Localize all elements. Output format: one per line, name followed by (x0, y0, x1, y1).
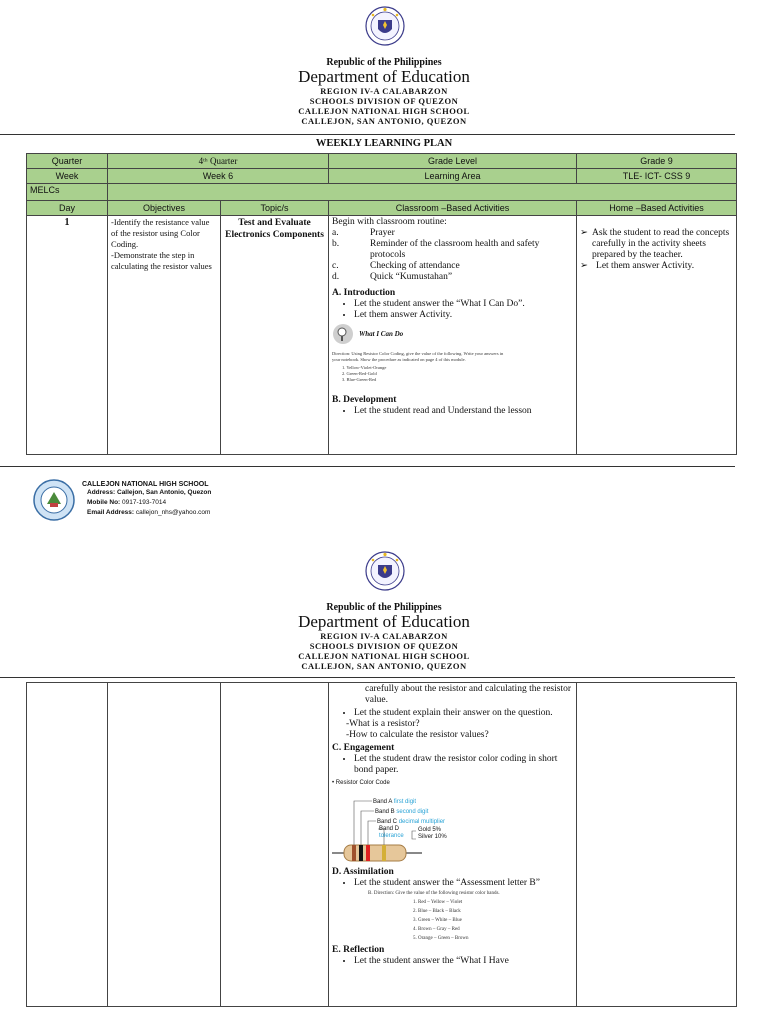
lightbulb-gear-icon (332, 323, 354, 345)
deped-seal-icon (365, 551, 405, 591)
rcc-tolerance: Gold 5% Silver 10% (418, 827, 447, 840)
home-item: ➢ Let them answer Activity. (580, 261, 695, 271)
engagement-item: • Let the student draw the resistor color coding in short bond paper. (354, 754, 573, 776)
routine-item: d. Quick “Kumustahan” (332, 272, 453, 282)
arrow-bullet-icon: ➢ (580, 261, 588, 271)
introduction-item: • Let them answer Activity. (354, 310, 573, 321)
footer-rule (0, 466, 735, 467)
address-value: Callejon, San Antonio, Quezon (117, 489, 212, 496)
col-objectives: Objectives (108, 201, 221, 216)
objective-item: -Demonstrate the step in calculating the resistor values (111, 250, 212, 271)
address-label: Address: (87, 489, 116, 496)
area-value: TLE- ICT- CSS 9 (577, 169, 737, 184)
home-activities-cell (577, 216, 737, 455)
mini-direction: Direction: Using Resistor Color Coding, give the value of the following. Write your answers in your notebook. Show the procedure as indicated on page 4 of this module. (332, 351, 504, 362)
question-item: -How to calculate the resistor values? (346, 730, 489, 740)
mobile-value: 0917-193-7014 (122, 499, 167, 506)
engagement-heading: C. Engagement (332, 743, 395, 753)
area-label: Learning Area (329, 169, 577, 184)
letterhead (0, 57, 768, 126)
continued-text: carefully about the resistor and calculating the resistor value. (365, 684, 572, 705)
quarter-label: Quarter (27, 154, 108, 169)
day-cell-empty (27, 683, 108, 1007)
plan-table-continued (26, 682, 737, 1007)
day-number: 1 (27, 216, 108, 455)
classroom-activities-cell (329, 216, 577, 455)
assessment-direction: B. Direction: Give the value of the following resistor color bands. (368, 891, 500, 896)
assimilation-item: • Let the student answer the “Assessment letter B” (354, 878, 573, 889)
school-line: CALLEJON NATIONAL HIGH SCHOOL (298, 651, 470, 661)
melcs-label: MELCs (27, 184, 108, 201)
assimilation-heading: D. Assimilation (332, 867, 394, 877)
plan-table (26, 153, 737, 455)
rcc-band-c: Band C decimal multiplier (377, 819, 446, 825)
objectives-cell (108, 216, 221, 455)
objectives-cell-empty (108, 683, 221, 1007)
col-classroom: Classroom –Based Activities (329, 201, 577, 216)
assessment-item: 1. Red – Yellow – Violet (413, 900, 463, 905)
col-day: Day (27, 201, 108, 216)
development-heading: B. Development (332, 395, 397, 405)
header-rule (0, 677, 735, 678)
reflection-heading: E. Reflection (332, 945, 385, 955)
school-logo-icon (33, 479, 75, 521)
mini-items (332, 365, 573, 383)
republic-line: Republic of the Philippines (326, 57, 442, 68)
melcs-value (108, 184, 737, 201)
introduction-heading: A. Introduction (332, 288, 396, 298)
grade-value: Grade 9 (577, 154, 737, 169)
topic-cell: Test and Evaluate Electronics Components (221, 216, 329, 455)
department-line: Department of Education (298, 612, 470, 631)
classroom-activities-continued (329, 683, 577, 1007)
col-topics: Topic/s (221, 201, 329, 216)
rcc-band-d: Band D tolerance (379, 826, 404, 839)
region-line: REGION IV-A CALABARZON (320, 86, 448, 96)
footer-school-name: CALLEJON NATIONAL HIGH SCHOOL (82, 481, 209, 488)
assessment-item: 4. Brown – Gray – Red (413, 927, 460, 932)
email-value: callejon_nhs@yahoo.com (135, 509, 211, 516)
republic-line: Republic of the Philippines (326, 602, 442, 613)
rcc-band-b: Band B second digit (375, 809, 429, 815)
routine-intro: Begin with classroom routine: (332, 217, 447, 227)
explain-item: • Let the student explain their answer on the question. (354, 708, 573, 719)
objective-item: -Identify the resistance value of the resistor using Color Coding. (111, 217, 210, 249)
school-line: CALLEJON NATIONAL HIGH SCHOOL (298, 106, 470, 116)
home-cell-empty (577, 683, 737, 1007)
development-item: • Let the student read and Understand the lesson (354, 406, 573, 417)
assessment-box (332, 889, 573, 943)
division-line: SCHOOLS DIVISION OF QUEZON (309, 96, 459, 106)
address-line: CALLEJON, SAN ANTONIO, QUEZON (301, 116, 467, 126)
letterhead-page2 (0, 602, 768, 671)
what-i-can-do-banner (332, 323, 573, 345)
mini-item: 1. Yellow-Violet-Orange (342, 365, 387, 370)
routine-item: b. Reminder of the classroom health and safety protocols (332, 239, 540, 260)
address-line: CALLEJON, SAN ANTONIO, QUEZON (301, 661, 467, 671)
routine-item: c. Checking of attendance (332, 261, 460, 271)
topic-cell-empty (221, 683, 329, 1007)
email-label: Email Address: (87, 509, 135, 516)
deped-seal-icon (365, 6, 405, 46)
plan-title: WEEKLY LEARNING PLAN (315, 138, 453, 149)
arrow-bullet-icon: ➢ (580, 228, 588, 238)
header-rule (0, 134, 735, 135)
question-item: -What is a resistor? (346, 719, 420, 729)
introduction-item: • Let the student answer the “What I Can Do”. (354, 299, 573, 310)
assessment-item: 2. Blue – Black – Black (413, 909, 461, 914)
department-line: Department of Education (298, 67, 470, 86)
assessment-item: 3. Green – White – Blue (413, 918, 462, 923)
routine-item: a. Prayer (332, 228, 395, 238)
week-label: Week (27, 169, 108, 184)
home-item: ➢ Ask the student to read the concepts carefully in the activity sheets prepared by the teacher. (580, 228, 730, 260)
week-value: Week 6 (108, 169, 329, 184)
quarter-value: 4ᵗʰ Quarter (108, 154, 329, 169)
what-i-can-do-title: What I Can Do (359, 329, 404, 338)
resistor-color-code-figure (332, 778, 573, 865)
region-line: REGION IV-A CALABARZON (320, 631, 448, 641)
mini-item: 2. Green-Red-Gold (342, 371, 377, 376)
assessment-item: 5. Orange – Green – Brown (413, 936, 469, 941)
col-home: Home –Based Activities (577, 201, 737, 216)
rcc-band-a: Band A first digit (373, 799, 417, 805)
grade-label: Grade Level (329, 154, 577, 169)
footer-contact (82, 481, 211, 518)
mini-item: 3. Blue-Green-Red (342, 377, 377, 382)
mobile-label: Mobile No: (87, 499, 121, 506)
rcc-title: • Resistor Color Code (332, 780, 390, 786)
reflection-item: • Let the student answer the “What I Have (354, 956, 573, 967)
division-line: SCHOOLS DIVISION OF QUEZON (309, 641, 459, 651)
